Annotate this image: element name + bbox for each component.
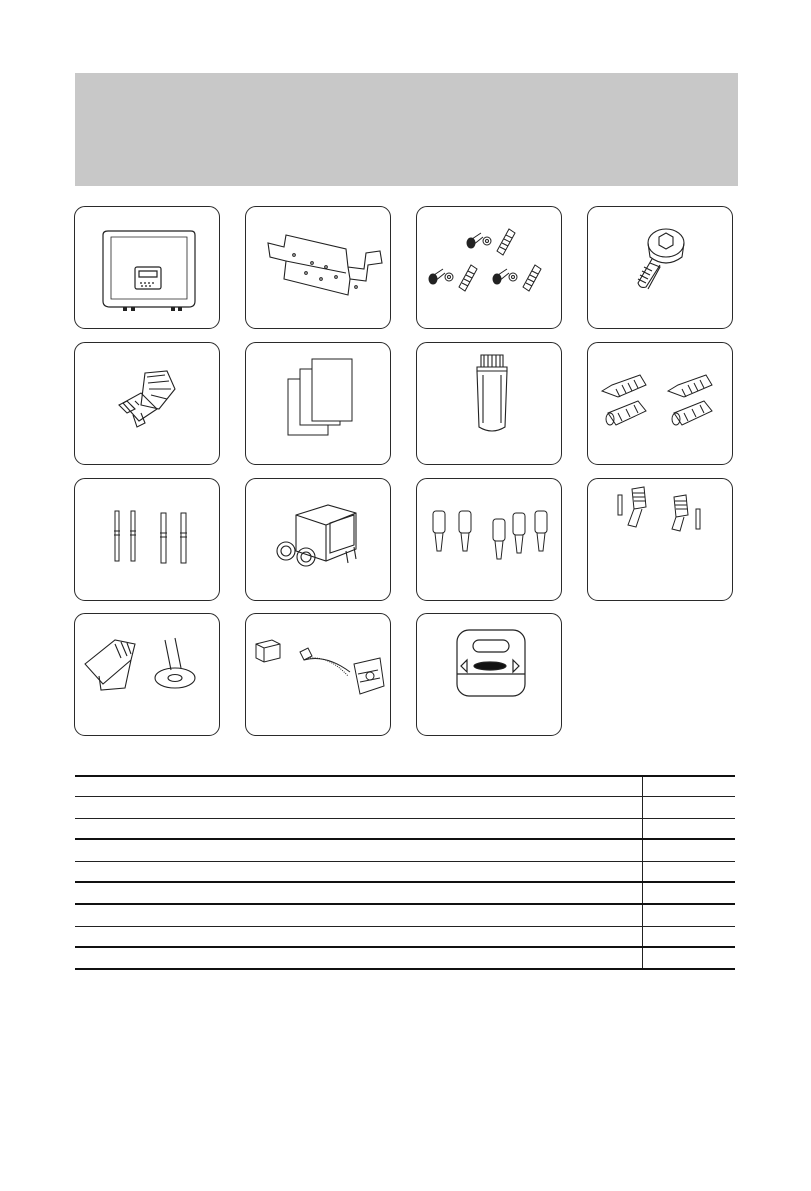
accessory-card-mounting-bracket [245, 206, 391, 329]
dongle-icon [417, 343, 562, 465]
accessory-card-pv-connectors [587, 342, 733, 465]
accessory-card-hex-screw [587, 206, 733, 329]
table-row [75, 819, 735, 841]
accessory-card-expansion-screws [416, 206, 562, 329]
pv-connectors-icon [588, 343, 733, 465]
table-row [75, 840, 735, 862]
table-row [75, 883, 735, 905]
accessory-card-pv-connector-pair [587, 478, 733, 601]
accessory-card-ct-meter-cable [245, 613, 391, 736]
accessory-card-ac-terminal-box [245, 478, 391, 601]
accessory-card-monitoring-dongle [416, 342, 562, 465]
hex-screw-icon [588, 207, 733, 329]
accessory-card-cord-end-terminals [416, 478, 562, 601]
accessory-card-inverter [74, 206, 220, 329]
header-banner [75, 73, 738, 186]
table-row [75, 948, 735, 970]
pv-connector-pair-icon [588, 479, 733, 601]
accessory-card-documents [245, 342, 391, 465]
indicator-label-icon [417, 614, 562, 736]
accessory-table [75, 775, 735, 970]
accessory-card-ac-connector [74, 342, 220, 465]
terminal-box-icon [246, 479, 391, 601]
accessory-card-pv-pin-contacts [74, 478, 220, 601]
wall-bracket-icon [246, 207, 391, 329]
table-row [75, 927, 735, 949]
inverter-icon [75, 207, 220, 329]
table-row [75, 905, 735, 927]
accessory-card-rj45-and-ring-terminal [74, 613, 220, 736]
ac-connector-icon [75, 343, 220, 465]
cord-end-terminals-icon [417, 479, 562, 601]
table-row [75, 797, 735, 819]
expansion-screws-icon [417, 207, 562, 329]
rj45-ring-terminal-icon [75, 614, 220, 736]
table-row [75, 775, 735, 797]
ct-clamp-icon [246, 614, 391, 736]
pin-contacts-icon [75, 479, 220, 601]
documents-icon [246, 343, 391, 465]
accessory-card-indicator-label [416, 613, 562, 736]
table-row [75, 862, 735, 884]
